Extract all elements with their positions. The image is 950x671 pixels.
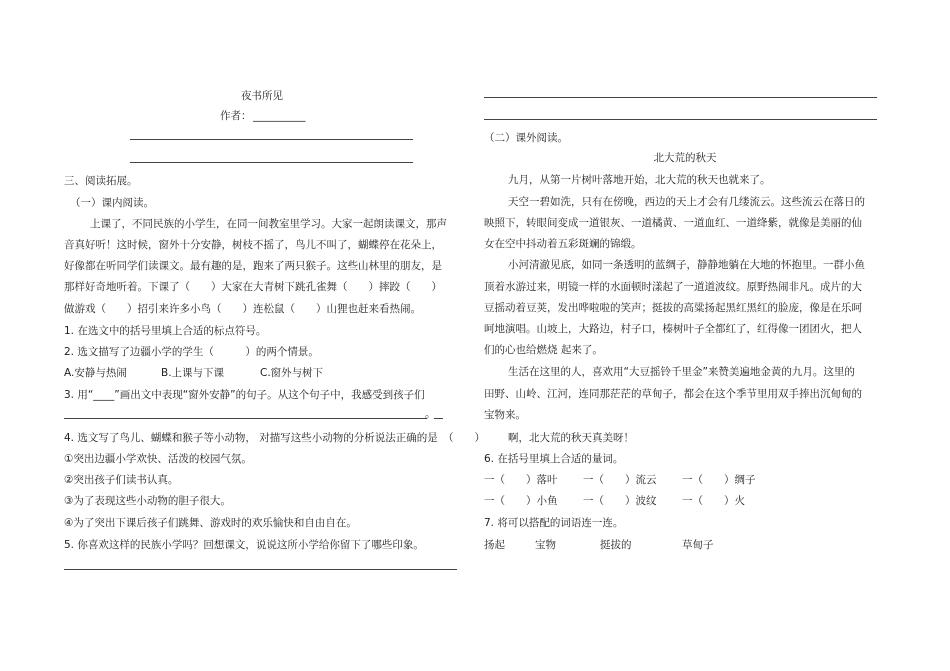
measure-word-item: 一（ ）流云 (583, 474, 657, 486)
story-line: 天空一碧如洗，只有在傍晚，西边的天上才会有几缕流云。这些流云在落日的 (508, 196, 865, 208)
passage-line: 音真好听！这时候，窗外十分安静，树枝不摇了，鸟儿不叫了，蝴蝶停在花朵上， (64, 239, 442, 251)
story-line: 顶着水游过来，明镜一样的水面顿时漾起了一道道波纹。原野热闹非凡。成片的大 (484, 281, 862, 293)
measure-word-item: 一（ ）绸子 (682, 474, 756, 486)
question-2-option-c: C.窗外与树下 (260, 367, 324, 379)
answer-line (64, 569, 457, 570)
question-1: 1. 在选文中的括号里填上合适的标点符号。 (64, 325, 267, 337)
story-line: 豆摇动着豆荚，发出哗啦啦的笑声；挺拔的高粱扬起黑红黑红的脸庞，像是在乐呵 (484, 302, 862, 314)
author-label: 作者： (220, 110, 252, 122)
answer-line (434, 418, 443, 419)
story-line: 生活在这里的人，喜欢用“大豆摇铃千里金”来赞美遍地金黄的九月。这里的 (508, 366, 855, 378)
story-title: 北大荒的秋天 (653, 152, 717, 164)
part1-heading: （一）课内阅读。 (70, 197, 154, 209)
story-line: 九月，从第一片树叶落地开始，北大荒的秋天也就来了。 (508, 174, 771, 186)
story-line: 映照下，转眼间变成一道银灰、一道橘黄、一道血红、一道绛紫，就像是美丽的仙 (484, 217, 862, 229)
question-2: 2. 选文描写了边疆小学的学生（ ）的两个情景。 (64, 346, 319, 358)
match-word: 挺拔的 (600, 539, 632, 551)
author-blank: __________ (253, 110, 306, 122)
match-word: 草甸子 (682, 539, 714, 551)
question-6: 6. 在括号里填上合适的量词。 (484, 453, 624, 465)
part2-heading: （二）课外阅读。 (484, 132, 568, 144)
measure-word-item: 一（ ）波纹 (583, 495, 657, 507)
match-word: 宝物 (535, 539, 556, 551)
answer-line (130, 162, 413, 163)
story-line: 女在空中抖动着五彩斑斓的锦缎。 (484, 238, 642, 250)
question-4-option: ③为了表现这些小动物的胆子很大。 (64, 495, 231, 507)
question-3-end: 。 (425, 408, 436, 420)
question-4-option: ④为了突出下课后孩子们跳舞、游戏时的欢乐愉快和自由自在。 (64, 517, 357, 529)
match-word: 扬起 (484, 539, 505, 551)
story-line: 田野、山岭、江河，连同那茫茫的草甸子，都会在这个季节里用双手捧出沉甸甸的 (484, 388, 862, 400)
question-7: 7. 将可以搭配的词语连一连。 (484, 517, 624, 529)
story-line: 小河清澈见底，如同一条透明的蓝绸子，静静地躺在大地的怀抱里。一群小鱼 (508, 259, 865, 271)
story-line: 宝物来。 (484, 409, 526, 421)
poem-title: 夜书所见 (241, 90, 283, 102)
answer-line (64, 418, 427, 419)
question-4-option: ①突出边疆小学欢快、活泼的校园气氛。 (64, 453, 252, 465)
story-line: 呵地演唱。山坡上，大路边，村子口，榛树叶子全都红了，红得像一团团火，把人 (484, 323, 862, 335)
question-4-option: ②突出孩子们读书认真。 (64, 474, 179, 486)
passage-line: 那样好奇地听着。下课了（ ）大家在大青树下跳孔雀舞（ ）摔跤（ ） (64, 281, 442, 293)
answer-line (130, 139, 413, 140)
story-line: 们的心也给燃烧 起来了。 (484, 344, 603, 356)
section-heading: 三、阅读拓展。 (64, 175, 138, 187)
passage-line: 上课了，不同民族的小学生，在同一间教室里学习。大家一起朗读课文，那声 (90, 218, 447, 230)
measure-word-item: 一（ ）火 (682, 495, 745, 507)
passage-line: 做游戏（ ）招引来许多小鸟（ ）连松鼠（ ）山狸也赶来看热闹。 (64, 303, 421, 315)
question-2-option-b: B.上课与下课 (161, 367, 225, 379)
answer-line (484, 97, 877, 98)
question-2-option-a: A.安静与热闹 (64, 367, 127, 379)
answer-line (484, 119, 877, 120)
story-line: 啊，北大荒的秋天真美呀！ (508, 432, 634, 444)
question-4: 4. 选文写了鸟儿、蝴蝶和猴子等小动物， 对描写这些小动物的分析说法正确的是 （ ） (64, 432, 485, 444)
measure-word-item: 一（ ）小鱼 (484, 495, 558, 507)
question-3: 3. 用“____”画出文中表现“窗外安静”的句子。从这个句子中，我感受到孩子们 (64, 389, 425, 401)
passage-line: 好像都在听同学们读课文。最有趣的是，跑来了两只猴子。这些山林里的朋友，是 (64, 260, 442, 272)
question-5: 5. 你喜欢这样的民族小学吗？回想课文，说说这所小学给你留下了哪些印象。 (64, 539, 424, 551)
measure-word-item: 一（ ）落叶 (484, 474, 558, 486)
